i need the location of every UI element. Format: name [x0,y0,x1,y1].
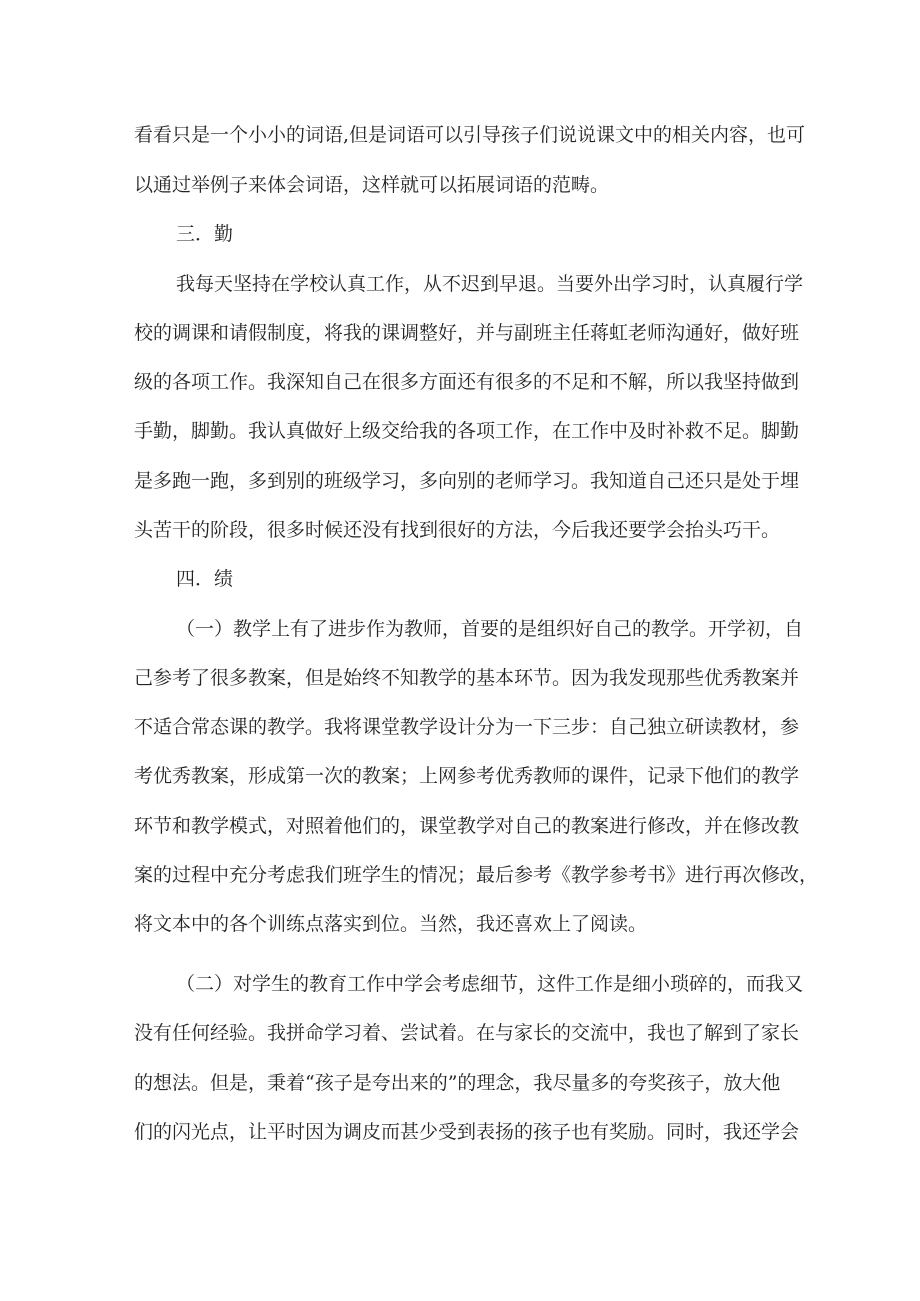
section-heading: 三．勤 [176,223,234,245]
paragraph-line: 不适合常态课的教学。我将课堂教学设计分为一下三步：自己独立研读教材，参 [134,716,800,738]
paragraph-line: 看看只是一个小小的词语,但是词语可以引导孩子们说说课文中的相关内容，也可 [134,124,806,146]
paragraph-line: 考优秀教案，形成第一次的教案；上网参考优秀教师的课件，记录下他们的教学 [134,765,800,787]
paragraph-line: 头苦干的阶段，很多时候还没有找到很好的方法，今后我还要学会抬头巧干。 [134,519,781,541]
paragraph-line: 己参考了很多教案，但是始终不知教学的基本环节。因为我发现那些优秀教案并 [134,667,800,689]
paragraph-line: 以通过举例子来体会词语，这样就可以拓展词语的范畴。 [134,174,610,196]
paragraph-line: （一）教学上有了进步作为教师，首要的是组织好自己的教学。开学初，自 [176,618,804,640]
paragraph-line: 级的各项工作。我深知自己在很多方面还有很多的不足和不解，所以我坚持做到 [134,371,800,393]
paragraph-line: 没有任何经验。我拼命学习着、尝试着。在与家长的交流中，我也了解到了家长 [134,1022,800,1044]
paragraph-line: 我每天坚持在学校认真工作，从不迟到早退。当要外出学习时，认真履行学 [176,273,804,295]
paragraph-line: 将文本中的各个训练点落实到位。当然，我还喜欢上了阅读。 [134,913,648,935]
paragraph-line: 校的调课和请假制度，将我的课调整好，并与副班主任蒋虹老师沟通好，做好班 [134,322,800,344]
paragraph-line: 环节和教学模式，对照着他们的，课堂教学对自己的教案进行修改，并在修改教 [134,815,800,837]
paragraph-line: 们的闪光点，让平时因为调皮而甚少受到表扬的孩子也有奖励。同时，我还学会 [134,1121,800,1143]
paragraph-line: （二）对学生的教育工作中学会考虑细节，这件工作是细小琐碎的，而我又 [176,973,804,995]
paragraph-line: 的想法。但是，秉着“孩子是夸出来的”的理念，我尽量多的夸奖孩子，放大他 [134,1072,781,1094]
paragraph-line: 是多跑一跑，多到别的班级学习，多向别的老师学习。我知道自己还只是处于埋 [134,470,800,492]
paragraph-line: 案的过程中充分考虑我们班学生的情况；最后参考《教学参考书》进行再次修改， [134,864,819,886]
section-heading: 四．绩 [176,568,234,590]
paragraph-line: 手勤，脚勤。我认真做好上级交给我的各项工作，在工作中及时补救不足。脚勤 [134,420,800,442]
